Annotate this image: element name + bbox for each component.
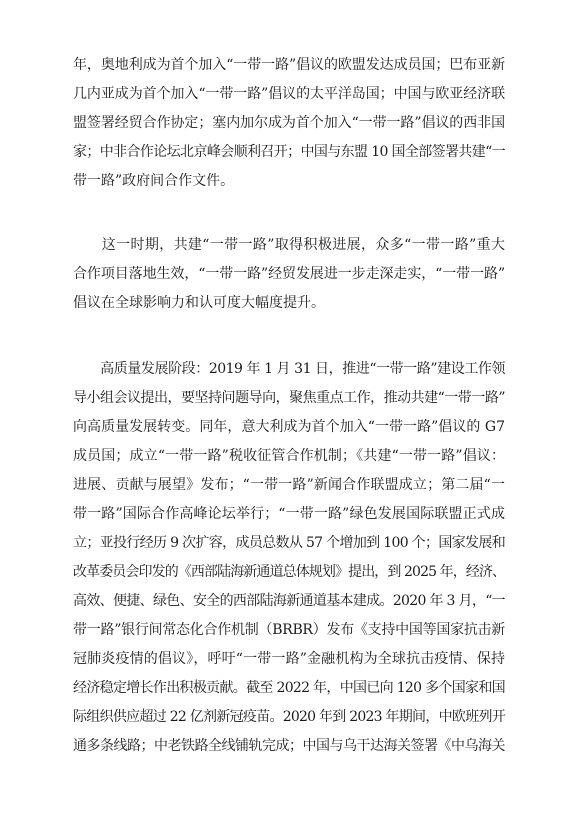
text-line: 导小组会议提出，要坚持问题导向，聚焦重点工作，推动共建“一带一路”	[73, 390, 505, 406]
text-line: 几内亚成为首个加入“一带一路”倡议的太平洋岛国；中国与欧亚经济联	[73, 86, 505, 102]
text-line: 际组织供应超过 22 亿剂新冠疫苗。2020 年到 2023 年期间，中欧班列开	[73, 709, 505, 725]
text-line: 高质量发展阶段：2019 年 1 月 31 日，推进“一带一路”建设工作领	[73, 361, 505, 377]
text-line: 家；中非合作论坛北京峰会顺利召开；中国与东盟 10 国全部签署共建“一	[73, 144, 505, 160]
paragraph-period-summary	[73, 231, 505, 318]
text-line: 带一路”银行间常态化合作机制（BRBR）发布《支持中国等国家抗击新	[73, 622, 505, 638]
text-line: 带一路”国际合作高峰论坛举行；“一带一路”绿色发展国际联盟正式成	[73, 506, 505, 522]
text-line: 改革委员会印发的《西部陆海新通道总体规划》提出，到 2025 年，经济、	[73, 564, 506, 580]
text-line: 立；亚投行经历 9 次扩容，成员总数从 57 个增加到 100 个；国家发展和	[73, 535, 505, 551]
paragraph-high-quality-stage	[73, 355, 505, 761]
text-line: 带一路”政府间合作文件。	[73, 173, 235, 189]
text-line: 冠肺炎疫情的倡议》，呼吁“一带一路”金融机构为全球抗击疫情、保持	[73, 651, 505, 667]
text-line: 进展、贡献与展望》发布；“一带一路”新闻合作联盟成立；第二届“一	[73, 477, 505, 493]
text-line: 合作项目落地生效，“一带一路”经贸发展进一步走深走实，“一带一路”	[73, 266, 505, 282]
text-line: 倡议在全球影响力和认可度大幅度提升。	[73, 295, 325, 311]
text-line: 通多条线路；中老铁路全线铺轨完成；中国与乌干达海关签署《中乌海关	[73, 738, 505, 754]
text-line: 经济稳定增长作出积极贡献。截至 2022 年，中国已向 120 多个国家和国	[73, 680, 505, 696]
text-line: 成员国；成立“一带一路”税收征管合作机制；《共建“一带一路”倡议：	[73, 448, 505, 464]
text-line: 向高质量发展转变。同年，意大利成为首个加入“一带一路”倡议的 G7	[73, 419, 505, 435]
text-line: 这一时期，共建“一带一路”取得积极进展，众多“一带一路”重大	[73, 237, 505, 253]
text-line: 盟签署经贸合作协定；塞内加尔成为首个加入“一带一路”倡议的西非国	[73, 115, 505, 131]
text-line: 高效、便捷、绿色、安全的西部陆海新通道基本建成。2020 年 3 月，“一	[73, 593, 505, 609]
text-line: 年，奥地利成为首个加入“一带一路”倡议的欧盟发达成员国；巴布亚新	[73, 57, 505, 73]
paragraph-milestones-continued	[73, 51, 505, 196]
